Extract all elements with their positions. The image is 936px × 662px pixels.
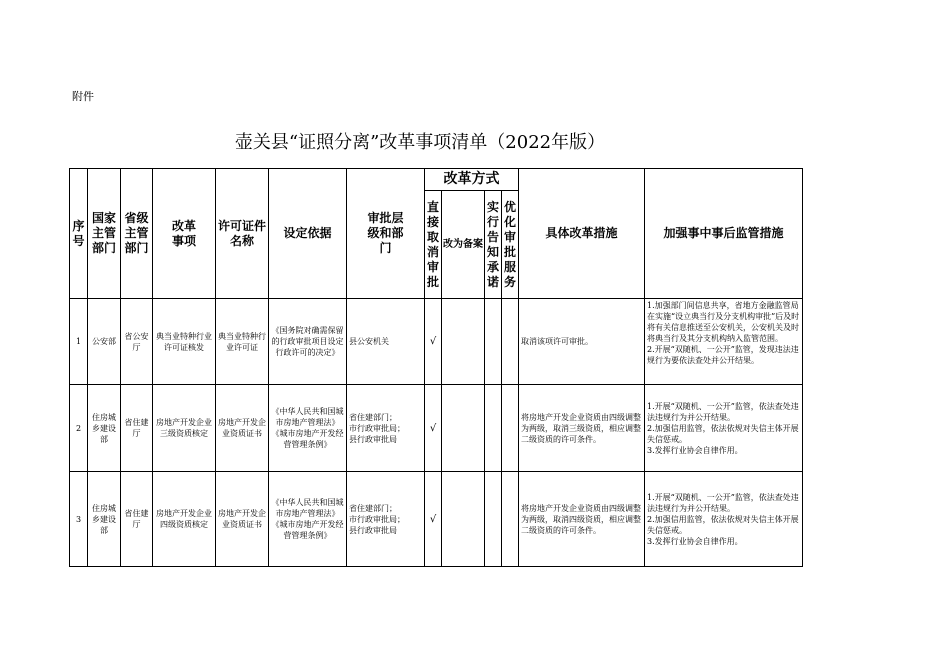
- cell-seq: 3: [70, 472, 88, 567]
- cell-basis: 《中华人民共和国城市房地产管理法》 《城市房地产开发经营管理条例》: [269, 385, 347, 472]
- cell-national-dept: 公安部: [88, 299, 121, 385]
- header-method-cancel: 直接取消审批: [425, 191, 442, 299]
- cell-commit: [485, 472, 502, 567]
- page-title-text: 壶关县“证照分离”改革事项清单（2022年版）: [234, 132, 606, 153]
- cell-filing: [442, 472, 485, 567]
- cell-approval-level: 县公安机关: [347, 299, 425, 385]
- cell-provincial-dept: 省公安厅: [121, 299, 153, 385]
- header-method-optimize: 优化审批服务: [502, 191, 519, 299]
- header-method-commit: 实行告知承诺: [485, 191, 502, 299]
- cell-supervision-text: 1.加强部门间信息共享，省地方金融监管局在实施“设立典当行及分支机构审批”后及时将有关信息推送至公安机关，公安机关及时将典当行及其分支机构纳入监管范围。 2.开展“双随机、一公开”监管，发现违法违规行为要依法查处并公开结果。: [647, 301, 800, 365]
- table-row: [70, 299, 803, 385]
- header-national-dept: 国家主管部门: [88, 169, 121, 299]
- header-provincial-dept: 省级主管部门: [121, 169, 153, 299]
- header-reform-item: [153, 169, 216, 299]
- cell-national-dept: 住房城乡建设部: [88, 385, 121, 472]
- header-license-name-text: 许可证件名称: [217, 218, 266, 248]
- cell-supervision: 1.开展“双随机、一公开”监管，依法查处违法违规行为并公开结果。 2.加强信用监管，依法依规对失信主体开展失信惩戒。 3.发挥行业协会自律作用。: [645, 385, 803, 472]
- table-row: [70, 385, 803, 472]
- cell-optimize: [502, 299, 519, 385]
- header-seq: 序号: [70, 169, 88, 299]
- header-measures: 具体改革措施: [519, 169, 645, 299]
- cell-provincial-dept: 省住建厅: [121, 385, 153, 472]
- attachment-label: 附件: [72, 90, 94, 103]
- table-row: [70, 472, 803, 567]
- cell-supervision: 1.开展“双随机、一公开”监管，依法查处违法违规行为并公开结果。 2.加强信用监管，依法依规对失信主体开展失信惩戒。 3.发挥行业协会自律作用。: [645, 472, 803, 567]
- cell-optimize: [502, 385, 519, 472]
- cell-filing: [442, 385, 485, 472]
- cell-filing: [442, 299, 485, 385]
- cell-reform-item: 房地产开发企业三级资质核定: [153, 385, 216, 472]
- header-approval-level: [347, 169, 425, 299]
- cell-basis: 《国务院对确需保留的行政审批项目设定行政许可的决定》: [269, 299, 347, 385]
- cell-license-name: 房地产开发企业资质证书: [216, 385, 269, 472]
- header-basis: 设定依据: [269, 169, 347, 299]
- header-reform-method: 改革方式: [425, 169, 519, 191]
- header-method-filing: 改为备案: [442, 191, 485, 299]
- cell-reform-item: 典当业特种行业许可证核发: [153, 299, 216, 385]
- cell-measures: 取消该项许可审批。: [519, 299, 645, 385]
- cell-commit: [485, 299, 502, 385]
- cell-reform-item: 房地产开发企业四级资质核定: [153, 472, 216, 567]
- cell-supervision: [645, 299, 803, 385]
- cell-provincial-dept: 省住建厅: [121, 472, 153, 567]
- cell-cancel: √: [425, 472, 442, 567]
- header-license-name: [216, 169, 269, 299]
- cell-commit: [485, 385, 502, 472]
- cell-license-name: 典当业特种行业许可证: [216, 299, 269, 385]
- page-title: [0, 128, 936, 154]
- cell-cancel: √: [425, 299, 442, 385]
- header-supervision: 加强事中事后监管措施: [645, 169, 803, 299]
- cell-basis: 《中华人民共和国城市房地产管理法》 《城市房地产开发经营管理条例》: [269, 472, 347, 567]
- cell-optimize: [502, 472, 519, 567]
- header-reform-item-text: 改革事项: [171, 218, 196, 248]
- header-approval-level-text: 审批层级和部门: [367, 211, 404, 255]
- cell-seq: 1: [70, 299, 88, 385]
- cell-national-dept: 住房城乡建设部: [88, 472, 121, 567]
- reform-items-table: [69, 168, 803, 567]
- cell-approval-level: 省住建部门； 市行政审批局； 县行政审批局: [347, 472, 425, 567]
- cell-measures: 将房地产开发企业资质由四级调整为两级，取消四级资质，相应调整二级资质的许可条件。: [519, 472, 645, 567]
- cell-seq: 2: [70, 385, 88, 472]
- cell-measures: 将房地产开发企业资质由四级调整为两级，取消三级资质，相应调整二级资质的许可条件。: [519, 385, 645, 472]
- cell-approval-level: 省住建部门； 市行政审批局； 县行政审批局: [347, 385, 425, 472]
- cell-cancel: √: [425, 385, 442, 472]
- cell-license-name: 房地产开发企业资质证书: [216, 472, 269, 567]
